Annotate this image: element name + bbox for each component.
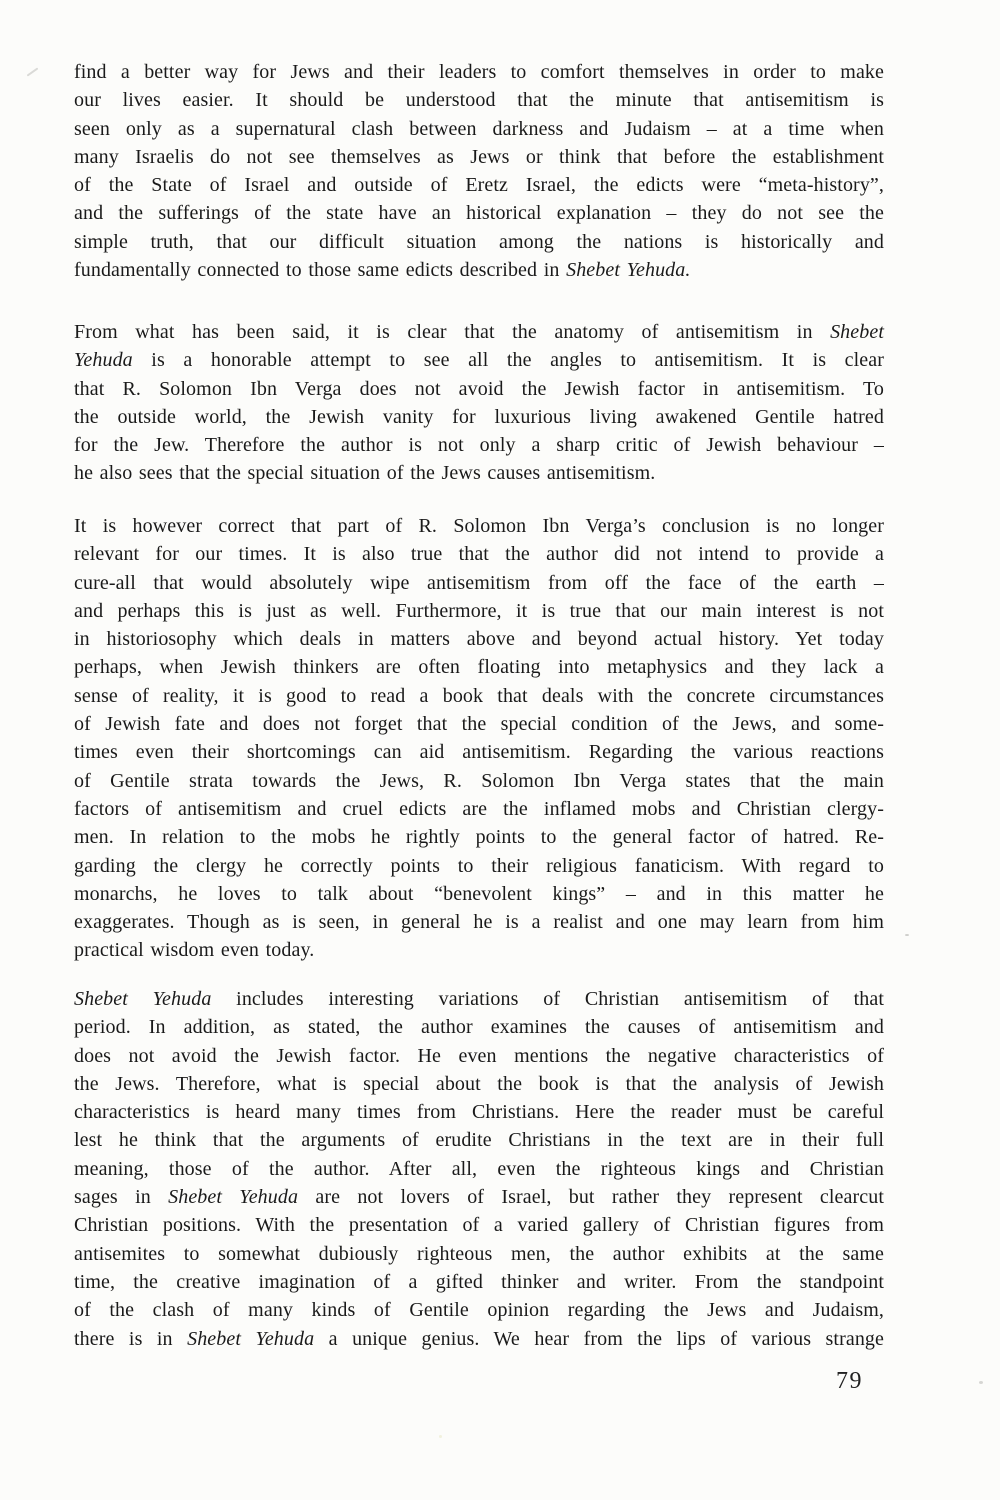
text-line xyxy=(74,1042,884,1070)
text-segment: men. In relation to the mobs he rightly points to the general factor of hatred. Re- xyxy=(74,826,884,849)
text-line xyxy=(74,256,884,284)
text-segment: fundamentally connected to those same edicts described in xyxy=(74,259,567,282)
text-segment: a unique genius. We hear from the lips of various strange xyxy=(314,1327,884,1350)
text-segment: garding the clergy he correctly points to their religious fanaticism. With regard to xyxy=(74,854,884,877)
text-line xyxy=(74,1183,884,1211)
text-line xyxy=(74,512,884,540)
text-line xyxy=(74,795,884,823)
text-line xyxy=(74,823,884,851)
text-segment: lest he think that the arguments of erudite Christians in the text are in their full xyxy=(74,1129,884,1152)
text-line xyxy=(74,738,884,766)
text-line xyxy=(74,985,884,1013)
text-segment: simple truth, that our difficult situation among the nations is historically and xyxy=(74,230,884,253)
text-line xyxy=(74,936,884,964)
text-segment: is a honorable attempt to see all the angles to antisemitism. It is clear xyxy=(132,349,884,372)
text-line xyxy=(74,86,884,114)
text-line xyxy=(74,682,884,710)
text-line xyxy=(74,1070,884,1098)
text-line xyxy=(74,908,884,936)
book-title-italic: Shebet xyxy=(830,321,884,343)
text-segment: he also sees that the special situation of the Jews causes antisemitism. xyxy=(74,462,656,485)
text-segment: that R. Solomon Ibn Verga does not avoid the Jewish factor in antisemitism. To xyxy=(74,377,884,400)
text-line xyxy=(74,58,884,86)
text-line xyxy=(74,403,884,431)
text-line xyxy=(74,653,884,681)
text-line xyxy=(74,852,884,880)
text-line xyxy=(74,431,884,459)
text-segment: sages in xyxy=(74,1186,169,1209)
book-title-italic: Shebet Yehuda. xyxy=(566,259,691,282)
text-segment: the outside world, the Jewish vanity for luxurious living awakened Gentile hatred xyxy=(74,405,884,428)
page-number: 79 xyxy=(836,1368,863,1394)
text-segment: exaggerates. Though as is seen, in general he is a realist and one may learn from him xyxy=(74,911,884,934)
text-segment: It is however correct that part of R. Solomon Ibn Verga’s conclusion is no longer xyxy=(74,515,884,537)
text-line xyxy=(74,710,884,738)
text-segment: there is in xyxy=(74,1327,188,1350)
text-line xyxy=(74,1098,884,1126)
text-line xyxy=(74,597,884,625)
scan-artifact-scratch xyxy=(27,67,39,76)
text-line xyxy=(74,1325,884,1353)
text-line xyxy=(74,767,884,795)
text-line xyxy=(74,143,884,171)
text-line xyxy=(74,1240,884,1268)
text-segment: Christian positions. With the presentation of a varied gallery of Christian figures from xyxy=(74,1214,884,1237)
text-segment: the Jews. Therefore, what is special about the book is that the analysis of Jewish xyxy=(74,1072,884,1095)
text-line xyxy=(74,199,884,227)
text-line xyxy=(74,1013,884,1041)
text-line xyxy=(74,115,884,143)
scan-artifact-speck xyxy=(905,934,909,936)
text-segment: characteristics is heard many times from Christians. Here the reader must be careful xyxy=(74,1101,884,1124)
text-segment: of Jewish fate and does not forget that the special condition of the Jews, and some- xyxy=(74,713,884,736)
text-segment: sense of reality, it is good to read a book that deals with the concrete circumstances xyxy=(74,684,884,707)
text-line xyxy=(74,625,884,653)
text-line xyxy=(74,1268,884,1296)
text-line xyxy=(74,1126,884,1154)
paragraph-1 xyxy=(74,58,884,284)
scan-artifact-speck xyxy=(979,1381,983,1384)
text-segment: are not lovers of Israel, but rather they represent clearcut xyxy=(298,1186,884,1209)
text-segment: From what has been said, it is clear that the anatomy of antisemitism in xyxy=(74,321,831,343)
text-segment: of Gentile strata towards the Jews, R. Solomon Ibn Verga states that the main xyxy=(74,769,884,792)
text-segment: of the State of Israel and outside of Eretz Israel, the edicts were “meta-history”, xyxy=(74,174,884,197)
text-line xyxy=(74,540,884,568)
text-segment: times even their shortcomings can aid antisemitism. Regarding the various reactions xyxy=(74,741,884,764)
book-title-italic: Shebet Yehuda xyxy=(187,1327,315,1350)
text-line xyxy=(74,880,884,908)
book-title-italic: Shebet Yehuda xyxy=(74,988,212,1010)
text-segment: relevant for our times. It is also true that the author did not intend to provide a xyxy=(74,543,884,566)
text-segment: cure-all that would absolutely wipe antisemitism from off the face of the earth – xyxy=(74,571,884,594)
text-segment: our lives easier. It should be understood that the minute that antisemitism is xyxy=(74,89,884,112)
text-segment: in historiosophy which deals in matters above and beyond actual history. Yet today xyxy=(74,628,884,651)
text-line xyxy=(74,171,884,199)
paragraph-2 xyxy=(74,318,884,488)
text-segment: of the clash of many kinds of Gentile opinion regarding the Jews and Judaism, xyxy=(74,1299,884,1322)
text-segment: find a better way for Jews and their leaders to comfort themselves in order to make xyxy=(74,61,884,83)
text-segment: for the Jew. Therefore the author is not only a sharp critic of Jewish behaviour – xyxy=(74,434,884,457)
text-segment: includes interesting variations of Christian antisemitism of that xyxy=(211,988,884,1010)
text-segment: does not avoid the Jewish factor. He even mentions the negative characteristics of xyxy=(74,1044,884,1067)
text-line xyxy=(74,1211,884,1239)
text-segment: and the sufferings of the state have an historical explanation – they do not see the xyxy=(74,202,884,225)
text-segment: many Israelis do not see themselves as Jews or think that before the establishment xyxy=(74,145,884,168)
text-line xyxy=(74,346,884,374)
text-segment: and perhaps this is just as well. Furthermore, it is true that our main interest is not xyxy=(74,599,884,622)
text-segment: antisemites to somewhat dubiously righteous men, the author exhibits at the same xyxy=(74,1242,884,1265)
text-line xyxy=(74,569,884,597)
text-segment: factors of antisemitism and cruel edicts are the inflamed mobs and Christian clergy- xyxy=(74,797,884,820)
text-segment: seen only as a supernatural clash between darkness and Judaism – at a time when xyxy=(74,117,884,140)
text-segment: practical wisdom even today. xyxy=(74,939,315,962)
text-line xyxy=(74,459,884,487)
paragraph-3 xyxy=(74,512,884,965)
text-segment: perhaps, when Jewish thinkers are often floating into metaphysics and they lack a xyxy=(74,656,884,679)
paragraph-4 xyxy=(74,985,884,1353)
text-line xyxy=(74,375,884,403)
text-line xyxy=(74,228,884,256)
book-title-italic: Yehuda xyxy=(74,349,133,372)
text-segment: period. In addition, as stated, the author examines the causes of antisemitism and xyxy=(74,1016,884,1039)
text-line xyxy=(74,1155,884,1183)
text-segment: monarchs, he loves to talk about “benevolent kings” – and in this matter he xyxy=(74,882,884,905)
text-segment: time, the creative imagination of a gifted thinker and writer. From the standpoint xyxy=(74,1270,884,1293)
text-line xyxy=(74,1296,884,1324)
scan-artifact-speck xyxy=(439,1435,442,1438)
text-segment: meaning, those of the author. After all, even the righteous kings and Christian xyxy=(74,1157,884,1180)
text-line xyxy=(74,318,884,346)
book-title-italic: Shebet Yehuda xyxy=(168,1186,299,1209)
